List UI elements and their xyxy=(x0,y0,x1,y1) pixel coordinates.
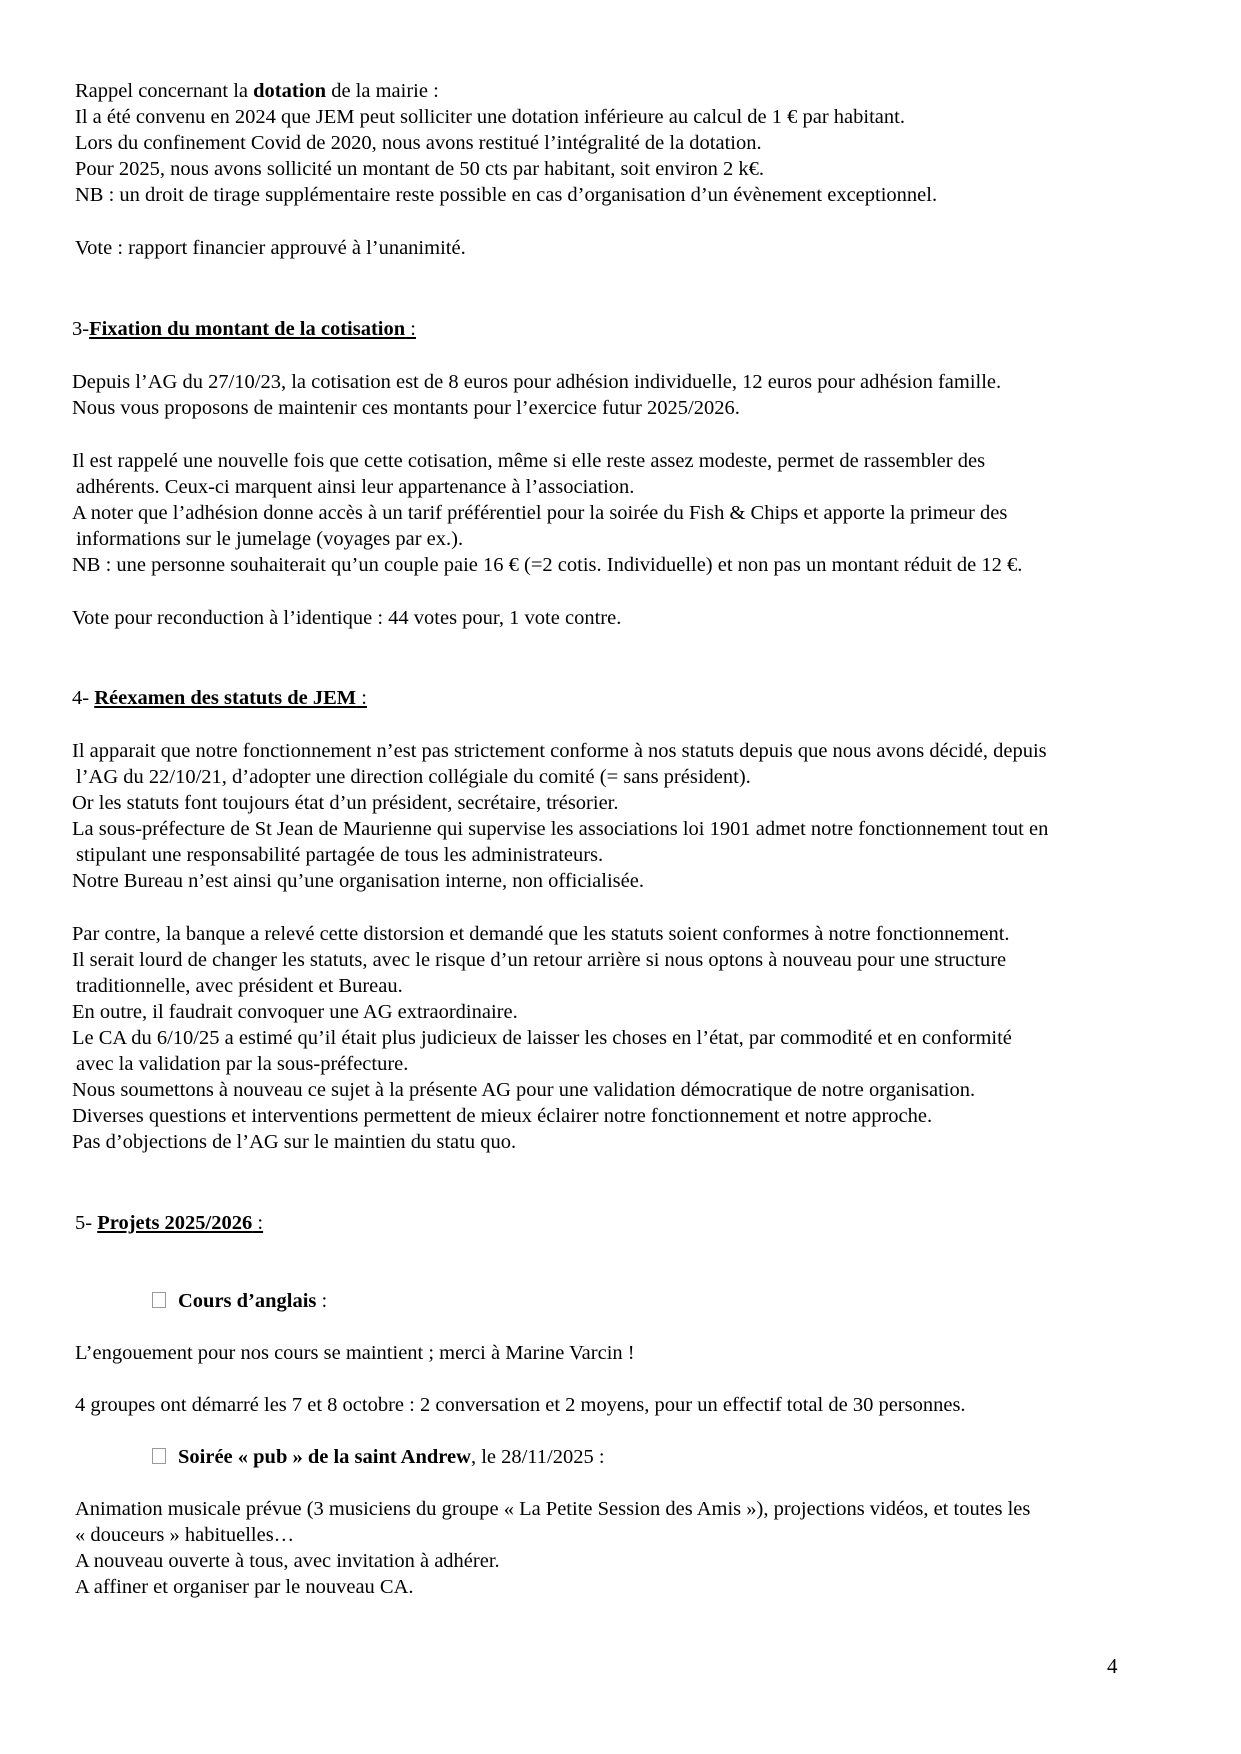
dotation-vote: Vote : rapport financier approuvé à l’unanimité. xyxy=(75,237,466,259)
cotisation-heading: 3-Fixation du montant de la cotisation : xyxy=(72,318,416,340)
cours-anglais-text-1: L’engouement pour nos cours se maintient ; merci à Marine Varcin ! xyxy=(75,1342,635,1364)
projet-item-cours-anglais: Cours d’anglais : xyxy=(152,1288,327,1314)
cours-anglais-text-2: 4 groupes ont démarré les 7 et 8 octobre : 2 conversation et 2 moyens, pour un effectif total de 30 personnes. xyxy=(75,1394,966,1416)
cotisation-vote: Vote pour reconduction à l’identique : 44 votes pour, 1 vote contre. xyxy=(72,607,622,629)
cotisation-paragraph-2: Il est rappelé une nouvelle fois que cette cotisation, même si elle reste assez modeste, permet de rassembler des adhérents. Ceux-ci marquent ainsi leur appartenance à l’association. A noter que l’adhésion donne accès à un tarif préférentiel pour la soirée du Fish & Chips et apporte la primeur des informations sur le jumelage (voyages par ex.). NB : une personne souhaiterait qu’un couple paie 16 € (=2 cotis. Individuelle) et non pas un montant réduit de 12 €. xyxy=(72,450,1023,576)
bullet-box-icon xyxy=(152,1292,166,1308)
dotation-line-3: Lors du confinement Covid de 2020, nous avons restitué l’intégralité de la dotation. xyxy=(75,132,762,154)
dotation-line-5: NB : un droit de tirage supplémentaire reste possible en cas d’organisation d’un évènement exceptionnel. xyxy=(75,184,938,206)
dotation-keyword: dotation xyxy=(253,80,327,102)
page-number: 4 xyxy=(1107,1654,1118,1678)
bullet-box-icon xyxy=(152,1448,166,1464)
soiree-pub-paragraph: Animation musicale prévue (3 musiciens du groupe « La Petite Session des Amis »), projections vidéos, et toutes les « douceurs » habituelles… A nouveau ouverte à tous, avec invitation à adhérer. A affiner et organiser par le nouveau CA. xyxy=(75,1498,1031,1598)
statuts-paragraph-2: Par contre, la banque a relevé cette distorsion et demandé que les statuts soient conformes à notre fonctionnement. Il serait lourd de changer les statuts, avec le risque d’un retour arrière si nous optons à nouveau pour une structure traditionnelle, avec président et Bureau. En outre, il faudrait convoquer une AG extraordinaire. Le CA du 6/10/25 a estimé qu’il était plus judicieux de laisser les choses en l’état, par commodité et en conformité avec la validation par la sous-préfecture. Nous soumettons à nouveau ce sujet à la présente AG pour une validation démocratique de notre organisation. Diverses questions et interventions permettent de mieux éclairer notre fonctionnement et notre approche. Pas d’objections de l’AG sur le maintien du statu quo. xyxy=(72,923,1012,1153)
dotation-line-2: Il a été convenu en 2024 que JEM peut solliciter une dotation inférieure au calcul de 1 € par habitant. xyxy=(75,106,905,128)
projet-item-soiree-pub: Soirée « pub » de la saint Andrew, le 28/11/2025 : xyxy=(152,1444,605,1470)
cotisation-paragraph-1: Depuis l’AG du 27/10/23, la cotisation est de 8 euros pour adhésion individuelle, 12 euros pour adhésion famille. Nous vous proposons de maintenir ces montants pour l’exercice futur 2025/2026. xyxy=(72,371,1002,419)
statuts-heading: 4- Réexamen des statuts de JEM : xyxy=(72,687,367,709)
dotation-line-4: Pour 2025, nous avons sollicité un montant de 50 cts par habitant, soit environ 2 k€. xyxy=(75,158,764,180)
projets-heading: 5- Projets 2025/2026 : xyxy=(75,1212,264,1234)
dotation-section xyxy=(75,78,937,208)
dotation-line-1: Rappel concernant la dotation de la mairie : xyxy=(75,80,439,102)
statuts-paragraph-1: Il apparait que notre fonctionnement n’est pas strictement conforme à nos statuts depuis que nous avons décidé, depuis l’AG du 22/10/21, d’adopter une direction collégiale du comité (= sans président). Or les statuts font toujours état d’un président, secrétaire, trésorier. La sous-préfecture de St Jean de Maurienne qui supervise les associations loi 1901 admet notre fonctionnement tout en stipulant une responsabilité partagée de tous les administrateurs. Notre Bureau n’est ainsi qu’une organisation interne, non officialisée. xyxy=(72,740,1049,892)
